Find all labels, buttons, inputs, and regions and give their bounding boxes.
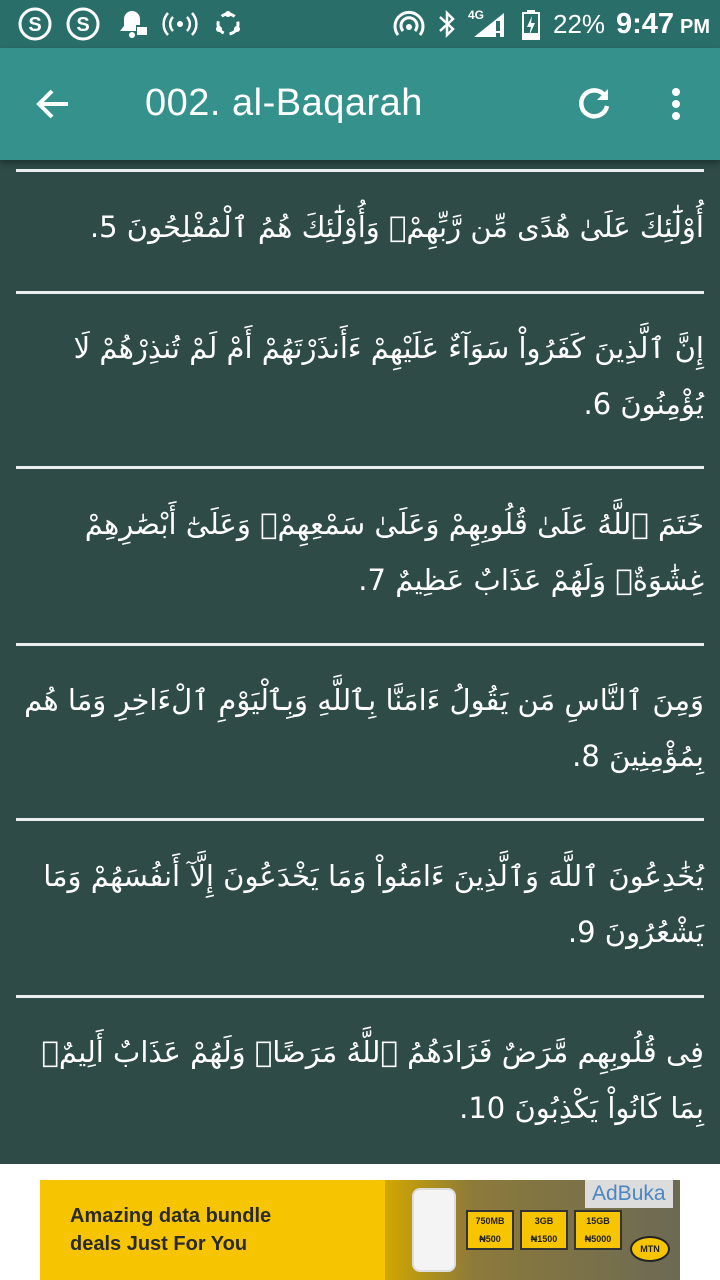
status-bar [0, 0, 720, 48]
refresh-icon [574, 84, 614, 124]
data-plan-box [520, 1210, 568, 1250]
battery-icon [520, 0, 542, 48]
verse-text: خَتَمَ ٱللَّهُ عَلَىٰ قُلُوبِهِمْ وَعَلَىٰ سَمْعِهِمْۖ وَعَلَىٰٓ أَبْصَٰرِهِمْ غِشَٰوَةٌۖ وَلَهُمْ عَذَابٌ عَظِيمٌ [84, 507, 704, 597]
brand-logo: MTN [630, 1236, 670, 1262]
data-plan-box [574, 1210, 622, 1250]
verse-text: يُخَٰدِعُونَ ٱللَّهَ وَٱلَّذِينَ ءَامَنُواْ وَمَا يَخْدَعُونَ إِلَّآ أَنفُسَهُمْ وَمَا يَشْعُرُونَ [43, 859, 704, 949]
verse-number: 6. [583, 387, 612, 421]
plan-price: ₦5000 [584, 1234, 612, 1244]
data-plan-box [466, 1210, 514, 1250]
signal-icon [466, 0, 508, 48]
verse-text: إِنَّ ٱلَّذِينَ كَفَرُواْ سَوَآءٌ عَلَيْهِمْ ءَأَنذَرْتَهُمْ أَمْ لَمْ تُنذِرْهُمْ لَا يُؤْمِنُونَ [73, 331, 704, 421]
plan-price: ₦1500 [530, 1234, 558, 1244]
svg-text:S: S [76, 14, 90, 36]
time: 9:47 [616, 7, 675, 40]
bluetooth-icon [436, 0, 458, 48]
plan-size: 750MB [475, 1216, 505, 1226]
divider [16, 818, 704, 821]
verse-text: فِى قُلُوبِهِم مَّرَضٌ فَزَادَهُمُ ٱللَّهُ مَرَضًاۖ وَلَهُمْ عَذَابٌ أَلِيمٌۢ بِمَا كَانُواْ يَكْذِبُونَ [41, 1035, 704, 1125]
ad-provider-badge[interactable]: AdBuka [585, 1180, 673, 1208]
verse-number: 5. [89, 210, 118, 244]
arrow-back-icon [34, 84, 74, 124]
plan-price: ₦500 [479, 1234, 501, 1244]
verse-text: وَمِنَ ٱلنَّاسِ مَن يَقُولُ ءَامَنَّا بِٱللَّهِ وَبِٱلْيَوْمِ ٱلْءَاخِرِ وَمَا هُم بِمُؤْمِنِينَ [24, 683, 704, 773]
verse-item-9[interactable] [16, 848, 704, 960]
ad-banner[interactable] [40, 1180, 680, 1280]
verse-number: 10. [459, 1091, 506, 1125]
divider [16, 995, 704, 998]
s-notification-icon-2 [66, 0, 100, 48]
verse-item-5[interactable] [16, 199, 704, 255]
plan-size: 3GB [534, 1216, 554, 1226]
back-button[interactable] [26, 76, 82, 132]
bell-locked-icon [114, 0, 150, 48]
clock [616, 0, 710, 48]
ad-line-1: Amazing data bundle [70, 1205, 272, 1227]
plan-size: 15GB [586, 1216, 610, 1226]
verse-item-10[interactable] [16, 1024, 704, 1136]
verse-text: أُوْلَٰٓئِكَ عَلَىٰ هُدًى مِّن رَّبِّهِمْۖ وَأُوْلَٰٓئِكَ هُمُ ٱلْمُفْلِحُونَ [126, 210, 704, 244]
ad-headline [70, 1202, 271, 1258]
battery-percent: 22% [553, 8, 606, 39]
verse-number: 7. [358, 563, 386, 597]
refresh-button[interactable] [566, 76, 622, 132]
verse-item-7[interactable] [16, 496, 704, 608]
network-type: 4G [468, 8, 485, 22]
svg-text:S: S [28, 14, 42, 36]
divider [16, 291, 704, 294]
page-title: 002. al-Baqarah [145, 82, 423, 124]
more-vert-icon [670, 84, 682, 124]
verse-item-6[interactable] [16, 320, 704, 432]
app-bar [0, 48, 720, 160]
ad-area [0, 1164, 720, 1280]
verse-item-8[interactable] [16, 672, 704, 784]
divider [16, 643, 704, 646]
wifi-hotspot-icon [392, 0, 426, 48]
verse-number: 9. [567, 915, 596, 949]
hotspot-icon [162, 0, 198, 48]
time-ampm: PM [680, 15, 711, 38]
ad-line-2: deals Just For You [70, 1233, 248, 1255]
verse-list[interactable] [0, 160, 720, 1164]
divider [16, 169, 704, 172]
s-notification-icon [18, 0, 52, 48]
divider [16, 466, 704, 469]
sync-icon [212, 0, 244, 48]
phone-image [412, 1188, 456, 1272]
verse-number: 8. [572, 739, 600, 773]
more-options-button[interactable] [648, 76, 704, 132]
